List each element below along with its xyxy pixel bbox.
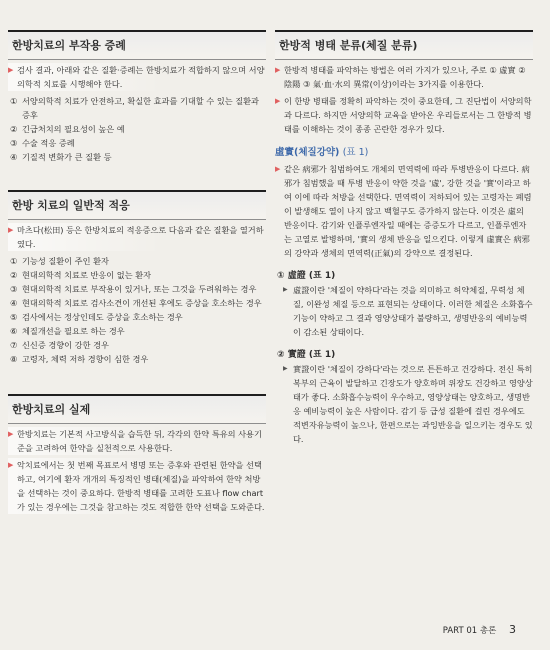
left-column [8,30,266,528]
paragraph: ▶ 한방치료는 기본적 사고방식을 습득한 뒤, 각각의 한약 특유의 사용기준을 고려하여 한약을 실천적으로 사용한다. [8,427,266,455]
bullet-icon: ▶ [8,430,14,438]
section-title: 한방치료의 부작용 증례 [8,30,266,60]
paragraph: ▶ 검사 결과, 아래와 같은 질환·증례는 한방치료가 적합하지 않으며 서양의학적 치료를 시행해야 한다. [8,65,265,89]
section-title: 한방 치료의 일반적 적응 [8,190,266,220]
paragraph: ▶ 같은 病邪가 침범하여도 개체의 면역력에 따라 투병반응이 다르다. 病邪가 침범했을 때 투병 반응이 약한 것을 '虛', 강한 것을 '實'이라고 하여 이에 따라 처방을 선택한다. 면역력이 저하되어 있는 고령자는 폐렴이 발생해도 열이 나지 않고 백혈구도 증가하지 않는다. 이것은 虛의 반응이다. 감기와 인플루엔자일 때에는 증증도가 다르고, 인플루엔자는 고열로 발병하며, '實의 생체 반응을 일으킨다. 이렇게 虛實은 病邪의 강약과 생체의 면역력(正氣)의 강약으로 결정된다. [275,164,532,258]
section-title: 한방치료의 실제 [8,394,266,424]
list-item: ③ 수술 적응 증례 [10,138,75,148]
paragraph: ▶ 마츠다(松田) 등은 한방치료의 적응증으로 다음과 같은 질환을 열거하였다. [8,223,266,251]
section-side-effects [8,30,266,164]
numbered-list [8,94,266,164]
paragraph: ▶ 한방적 병태를 파악하는 방법은 여러 가지가 있으나, 주로 ① 虛實 ② 陰陽 ③ 氣·血·水의 異常(이상)이라는 3가지를 이용한다. [275,65,526,89]
triangle-icon: ▶ [283,286,288,293]
list-item: ⑥ 체질개선을 필요로 하는 경우 [10,326,125,336]
list-item: ⑧ 고령자, 체력 저하 경향이 심한 경우 [10,354,149,364]
bullet-icon: ▶ [8,226,14,234]
list-item: ② 긴급처치의 필요성이 높은 예 [10,124,125,134]
list-item: ① 기능성 질환이 주인 환자 [10,256,109,266]
bullet-icon: ▶ [8,461,14,469]
list-item: ④ 기질적 변화가 큰 질환 등 [10,152,112,162]
item-body: ▶ 虛證이란 '체질이 약하다'라는 것을 의미하고 허약체질, 무력성 체질, 이완성 체질 등으로 표현되는 상태이다. 이러한 체질은 소화흡수 기능이 약하고 그 결과 영양상태가 불량하고, 생명반응의 예비능력이 감소된 상태이다. [283,285,533,337]
triangle-icon: ▶ [283,365,288,372]
section-general-indications [8,190,266,366]
list-item: ⑤ 검사에서는 정상인데도 증상을 호소하는 경우 [10,312,183,322]
page-number: 3 [509,623,516,636]
section-practice [8,394,266,514]
item-heading: ② 實證 (표 1) [277,350,336,360]
right-column [275,30,533,460]
item-body: ▶ 實證이란 '체질이 강하다'라는 것으로 튼튼하고 건강하다. 전신 특히 복부의 근육이 발달하고 긴장도가 양호하며 위장도 건강하고 영양상태가 좋다. 소화흡수능력이 우수하고, 영양상태는 양호하고, 생명반응 예비능력이 높은 사람이다. 감기 등 급성 질환에 걸린 경우에도 적변자유능력이 높으나, 한편으로는 과잉반응을 일으키는 경우도 있다. [283,364,533,444]
section-title: 한방적 병태 분류(체질 분류) [275,30,533,60]
list-item: ③ 현대의학적 치료로 부작용이 있거나, 또는 그것을 두려워하는 경우 [10,284,257,294]
part-label: PART 01 총론 [442,626,497,636]
bullet-icon: ▶ [8,66,14,74]
bullet-icon: ▶ [275,165,281,173]
item-heading: ① 虛證 (표 1) [277,271,336,281]
list-item: ⑦ 신신증 경향이 강한 경우 [10,340,109,350]
section-pathology-classification [275,30,533,446]
numbered-list [8,254,266,366]
subsection-title: 虛實(체질강약) (표 1) [275,147,369,158]
list-item: ② 현대의학적 치료로 반응이 없는 환자 [10,270,152,280]
paragraph: ▶ 이 한방 병태를 정확히 파악하는 것이 중요한데, 그 진단법이 서양의학과 다르다. 하지만 서양의학 교육을 받아온 우리들로서는 그 한방적 병태를 이해하는 것이 종종 곤란한 경우가 있다. [275,96,532,134]
list-item: ① 서양의학적 치료가 안전하고, 확실한 효과를 기대할 수 있는 질환과 증후 [10,96,259,120]
bullet-icon: ▶ [275,97,281,105]
page-footer [443,623,516,636]
list-item: ④ 현대의학적 치료로 검사소견이 개선된 후에도 증상을 호소하는 경우 [10,298,262,308]
paragraph: ▶ 악치료에서는 첫 번째 목표로서 병명 또는 증후와 관련된 한약을 선택하고, 여기에 환자 개개의 특징적인 병태(체질)을 파악하여 한약 처방을 선택하는 것이 중요하다. 한방적 병태를 고려한 도표나 flow chart가 있는 경우에는 그것을 참고하는 것도 적합한 한약 선택을 도와준다. [8,460,265,512]
bullet-icon: ▶ [275,66,281,74]
